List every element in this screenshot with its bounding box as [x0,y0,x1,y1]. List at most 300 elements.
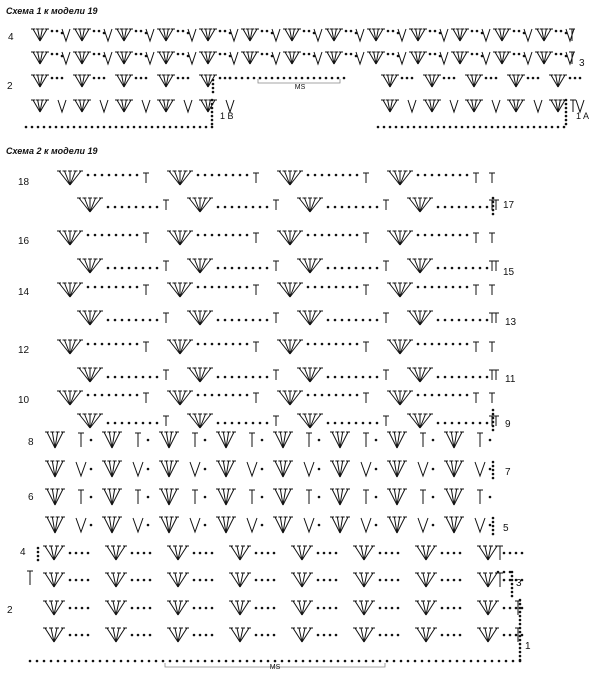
chain-stitch-symbol [376,206,379,209]
diagram-2-row-15: 15 [503,267,515,278]
chain-stitch-symbol [121,206,124,209]
chain-stitch-symbol [157,126,160,129]
double-crochet-symbol [78,433,84,447]
chain-stitch-symbol [362,319,365,322]
chain-stitch-symbol [252,376,255,379]
chain-stitch-symbol [94,286,97,289]
shell-stitch-symbol [493,29,511,41]
v-stitch-symbol [188,29,196,41]
chain-stitch-symbol [106,660,109,663]
chain-stitch-symbol [197,394,200,397]
v-stitch-symbol [398,29,406,41]
chain-stitch-symbol [490,77,493,80]
chain-stitch-symbol [442,660,445,663]
chain-stitch-symbol [197,234,200,237]
chain-stitch-symbol [43,126,46,129]
chain-stitch-symbol [323,607,326,610]
chain-stitch-symbol [156,376,159,379]
chain-stitch-symbol [503,126,506,129]
chain-stitch-symbol [266,319,269,322]
chain-stitch-symbol [325,77,328,80]
chain-stitch-symbol [107,376,110,379]
shell-stitch-symbol [31,52,49,64]
chain-stitch-symbol [56,53,59,56]
shell-stitch-symbol [43,628,65,642]
chain-stitch-symbol [149,579,152,582]
v-stitch-symbol [524,29,532,41]
chain-stitch-symbol [107,267,110,270]
chain-stitch-symbol [515,607,518,610]
v-stitch-symbol [190,518,200,532]
chain-stitch-symbol [486,376,489,379]
v-stitch-symbol [361,518,371,532]
shell-stitch-symbol [477,628,499,642]
chain-stitch-symbol [477,660,480,663]
chain-stitch-symbol [459,343,462,346]
chain-stitch-symbol [232,174,235,177]
chain-stitch-symbol [224,319,227,322]
chain-stitch-symbol [128,267,131,270]
v-stitch-symbol [100,100,108,112]
diagram-2-row-2: 2 [7,605,13,616]
chain-stitch-symbol [350,30,353,33]
shell-stitch-symbol [31,100,49,112]
chain-stitch-symbol [81,552,84,555]
chain-stitch-symbol [459,607,462,610]
chain-stitch-symbol [121,126,124,129]
chain-stitch-symbol [511,583,514,586]
diagram-2-row-14: 14 [18,287,30,298]
chain-stitch-symbol [87,174,90,177]
chain-stitch-symbol [314,394,317,397]
shell-stitch-symbol [199,29,217,41]
shell-stitch-symbol [387,391,413,405]
chain-stitch-symbol [121,422,124,425]
chain-stitch-symbol [334,376,337,379]
double-crochet-symbol [273,200,279,210]
double-crochet-symbol [135,490,141,504]
chain-stitch-symbol [334,319,337,322]
chain-stitch-symbol [458,319,461,322]
double-crochet-symbol [383,200,389,210]
chain-stitch-symbol [115,126,118,129]
chain-stitch-symbol [321,394,324,397]
chain-stitch-symbol [479,319,482,322]
chain-stitch-symbol [445,234,448,237]
chain-stitch-symbol [246,394,249,397]
shell-stitch-symbol [167,601,189,615]
double-crochet-symbol [363,433,369,447]
chain-stitch-symbol [212,91,215,94]
chain-stitch-symbol [81,607,84,610]
chain-stitch-symbol [491,126,494,129]
chain-stitch-symbol [147,468,150,471]
chain-stitch-symbol [107,319,110,322]
chain-stitch-symbol [266,376,269,379]
chain-stitch-symbol [295,77,298,80]
shell-stitch-symbol [159,489,179,505]
double-crochet-symbol [192,433,198,447]
shell-stitch-symbol [157,100,175,112]
chain-stitch-symbol [145,77,148,80]
chain-stitch-symbol [177,30,180,33]
shell-stitch-symbol [477,601,499,615]
chain-stitch-symbol [438,234,441,237]
chain-stitch-symbol [71,660,74,663]
shell-stitch-symbol [407,198,433,212]
chain-stitch-symbol [64,660,67,663]
chain-stitch-symbol [193,552,196,555]
chain-stitch-symbol [115,174,118,177]
chain-stitch-symbol [182,53,185,56]
v-stitch-symbol [304,518,314,532]
chain-stitch-symbol [391,607,394,610]
chain-stitch-symbol [273,607,276,610]
chain-stitch-symbol [99,660,102,663]
chain-stitch-symbol [156,422,159,425]
v-stitch-symbol [361,462,371,476]
chain-stitch-symbol [437,126,440,129]
shell-stitch-symbol [167,283,193,297]
chain-stitch-symbol [128,319,131,322]
chain-stitch-symbol [224,30,227,33]
chain-stitch-symbol [519,615,522,618]
chain-stitch-symbol [245,267,248,270]
shell-stitch-symbol [507,75,525,87]
chain-stitch-symbol [527,126,530,129]
chain-stitch-symbol [246,286,249,289]
chain-stitch-symbol [342,394,345,397]
shell-stitch-symbol [45,489,65,505]
chain-stitch-symbol [101,343,104,346]
chain-stitch-symbol [369,376,372,379]
chain-stitch-symbol [199,552,202,555]
chain-stitch-symbol [489,439,492,442]
chain-stitch-symbol [94,394,97,397]
chain-stitch-symbol [484,660,487,663]
shell-stitch-symbol [353,628,375,642]
chain-stitch-symbol [492,429,495,432]
chain-stitch-symbol [385,579,388,582]
chain-stitch-symbol [431,234,434,237]
chain-stitch-symbol [519,635,522,638]
chain-stitch-symbol [224,267,227,270]
chain-stitch-symbol [129,394,132,397]
chain-stitch-symbol [307,343,310,346]
chain-stitch-symbol [231,206,234,209]
chain-stitch-symbol [459,394,462,397]
chain-stitch-symbol [265,77,268,80]
double-crochet-symbol [473,173,479,183]
chain-stitch-symbol [211,607,214,610]
chain-stitch-symbol [114,376,117,379]
chain-stitch-symbol [329,634,332,637]
double-crochet-symbol [253,233,259,243]
chain-stitch-symbol [349,286,352,289]
double-crochet-symbol [249,490,255,504]
chain-stitch-symbol [261,524,264,527]
chain-stitch-symbol [441,579,444,582]
chain-stitch-symbol [211,99,214,102]
chain-stitch-symbol [519,631,522,634]
double-crochet-symbol [420,490,426,504]
chain-stitch-symbol [503,579,506,582]
double-crochet-symbol [249,433,255,447]
chain-stitch-symbol [459,234,462,237]
chain-stitch-symbol [239,394,242,397]
chain-stitch-symbol [193,634,196,637]
chain-stitch-symbol [255,552,258,555]
chain-stitch-symbol [459,579,462,582]
chain-stitch-symbol [511,571,514,574]
double-crochet-symbol [363,173,369,183]
shell-stitch-symbol [57,283,83,297]
chain-stitch-symbol [135,319,138,322]
chain-stitch-symbol [115,394,118,397]
chain-stitch-symbol [331,77,334,80]
chain-stitch-symbol [417,234,420,237]
shell-stitch-symbol [283,29,301,41]
chain-stitch-symbol [204,343,207,346]
shell-stitch-symbol [353,573,375,587]
chain-stitch-symbol [182,77,185,80]
chain-stitch-symbol [239,343,242,346]
chain-stitch-symbol [356,286,359,289]
chain-stitch-symbol [137,607,140,610]
v-stitch-symbol [188,52,196,64]
chain-stitch-symbol [307,234,310,237]
chain-stitch-symbol [156,206,159,209]
chain-stitch-symbol [392,53,395,56]
chain-stitch-symbol [431,286,434,289]
shell-stitch-symbol [115,52,133,64]
shell-stitch-symbol [105,601,127,615]
chain-stitch-symbol [519,623,522,626]
chain-stitch-symbol [224,376,227,379]
shell-stitch-symbol [102,461,122,477]
double-crochet-symbol [143,393,149,403]
v-stitch-symbol [146,52,154,64]
v-stitch-symbol [247,462,257,476]
chain-stitch-symbol [75,634,78,637]
double-crochet-symbol [143,342,149,352]
chain-stitch-symbol [435,660,438,663]
chain-stitch-symbol [43,660,46,663]
diagram-2-row-5: 5 [503,523,509,534]
v-stitch-symbol [76,462,86,476]
chain-stitch-symbol [428,660,431,663]
chain-stitch-symbol [246,660,249,663]
chain-stitch-symbol [492,205,495,208]
chain-stitch-symbol [327,376,330,379]
chain-stitch-symbol [49,126,52,129]
chain-stitch-symbol [466,174,469,177]
chain-stitch-symbol [87,286,90,289]
shell-stitch-symbol [407,368,433,382]
chain-stitch-symbol [56,77,59,80]
double-crochet-symbol [383,416,389,426]
double-crochet-symbol [493,261,499,271]
chain-stitch-symbol [253,77,256,80]
chain-stitch-symbol [97,126,100,129]
chain-stitch-symbol [391,634,394,637]
chain-stitch-symbol [395,126,398,129]
v-stitch-symbol [104,52,112,64]
chain-stitch-symbol [55,126,58,129]
chain-stitch-symbol [149,634,152,637]
chain-stitch-symbol [413,126,416,129]
chain-stitch-symbol [232,234,235,237]
chain-stitch-symbol [485,77,488,80]
chain-stitch-symbol [337,660,340,663]
double-crochet-symbol [306,433,312,447]
shell-stitch-symbol [291,601,313,615]
chain-stitch-symbol [448,77,451,80]
chain-stitch-symbol [511,591,514,594]
shell-stitch-symbol [187,368,213,382]
shell-stitch-symbol [387,461,407,477]
chain-stitch-symbol [92,660,95,663]
chain-stitch-symbol [509,607,512,610]
shell-stitch-symbol [353,601,375,615]
shell-stitch-symbol [167,573,189,587]
chain-stitch-symbol [369,422,372,425]
chain-stitch-symbol [122,234,125,237]
chain-stitch-symbol [267,660,270,663]
chain-stitch-symbol [51,30,54,33]
double-crochet-symbol [477,490,483,504]
chain-stitch-symbol [492,461,495,464]
chain-stitch-symbol [246,234,249,237]
chain-stitch-symbol [466,394,469,397]
chain-stitch-symbol [252,267,255,270]
chain-stitch-symbol [441,552,444,555]
chain-stitch-symbol [267,607,270,610]
shell-stitch-symbol [159,461,179,477]
chain-stitch-symbol [391,552,394,555]
chain-stitch-symbol [199,607,202,610]
chain-stitch-symbol [266,30,269,33]
chain-stitch-symbol [238,267,241,270]
shell-stitch-symbol [229,601,251,615]
chain-stitch-symbol [318,439,321,442]
shell-stitch-symbol [291,546,313,560]
chain-stitch-symbol [218,174,221,177]
chain-stitch-symbol [515,552,518,555]
chain-stitch-symbol [135,206,138,209]
chain-stitch-symbol [266,422,269,425]
chain-stitch-symbol [443,77,446,80]
shell-stitch-symbol [57,171,83,185]
chain-stitch-symbol [492,533,495,536]
v-stitch-symbol [76,518,86,532]
chain-stitch-symbol [114,206,117,209]
shell-stitch-symbol [330,461,350,477]
shell-stitch-symbol [297,414,323,428]
chain-stitch-symbol [519,651,522,654]
chain-stitch-symbol [565,115,568,118]
shell-stitch-symbol [73,52,91,64]
chain-stitch-symbol [69,552,72,555]
shell-stitch-symbol [277,340,303,354]
chain-stitch-symbol [560,53,563,56]
chain-stitch-symbol [255,579,258,582]
shell-stitch-symbol [102,432,122,448]
chain-stitch-symbol [458,206,461,209]
chain-stitch-symbol [271,77,274,80]
chain-stitch-symbol [379,552,382,555]
chain-stitch-symbol [252,422,255,425]
v-stitch-symbol [184,100,192,112]
double-crochet-symbol [163,416,169,426]
chain-stitch-symbol [560,30,563,33]
chain-stitch-symbol [432,439,435,442]
chain-stitch-symbol [472,267,475,270]
double-crochet-symbol [363,285,369,295]
chain-stitch-symbol [497,126,500,129]
chain-stitch-symbol [176,660,179,663]
diagram-2-row-10: 10 [18,395,30,406]
chain-stitch-symbol [445,343,448,346]
shell-stitch-symbol [353,546,375,560]
chain-stitch-symbol [452,174,455,177]
diagram-2-row-13: 13 [505,317,517,328]
chain-stitch-symbol [239,234,242,237]
diagram-1-title: Схема 1 к модели 19 [6,6,98,16]
chain-stitch-symbol [211,343,214,346]
chain-stitch-symbol [327,206,330,209]
chain-stitch-symbol [343,77,346,80]
chain-stitch-symbol [342,286,345,289]
chain-stitch-symbol [61,126,64,129]
shell-stitch-symbol [45,432,65,448]
chain-stitch-symbol [537,77,540,80]
chain-stitch-symbol [341,267,344,270]
diagram-2-row-1: 1 [525,641,531,652]
double-crochet-symbol [273,370,279,380]
chain-stitch-symbol [319,77,322,80]
chain-stitch-symbol [348,267,351,270]
chain-stitch-symbol [199,126,202,129]
chain-stitch-symbol [239,286,242,289]
double-crochet-symbol [253,393,259,403]
double-crochet-symbol [306,490,312,504]
shell-stitch-symbol [157,52,175,64]
chain-stitch-symbol [429,30,432,33]
chain-stitch-symbol [379,607,382,610]
chain-stitch-symbol [135,53,138,56]
chain-stitch-symbol [307,174,310,177]
chain-stitch-symbol [453,634,456,637]
chain-stitch-symbol [372,660,375,663]
chain-stitch-symbol [87,634,90,637]
chain-stitch-symbol [267,634,270,637]
chain-stitch-symbol [273,579,276,582]
chain-stitch-symbol [350,53,353,56]
v-stitch-symbol [58,100,66,112]
chain-stitch-symbol [451,422,454,425]
chain-stitch-symbol [349,234,352,237]
chain-stitch-symbol [438,286,441,289]
shell-stitch-symbol [277,171,303,185]
chain-stitch-symbol [386,660,389,663]
chain-stitch-symbol [356,343,359,346]
chain-stitch-symbol [98,30,101,33]
double-crochet-symbol [363,490,369,504]
chain-stitch-symbol [369,267,372,270]
chain-stitch-symbol [519,643,522,646]
chain-stitch-symbol [376,422,379,425]
